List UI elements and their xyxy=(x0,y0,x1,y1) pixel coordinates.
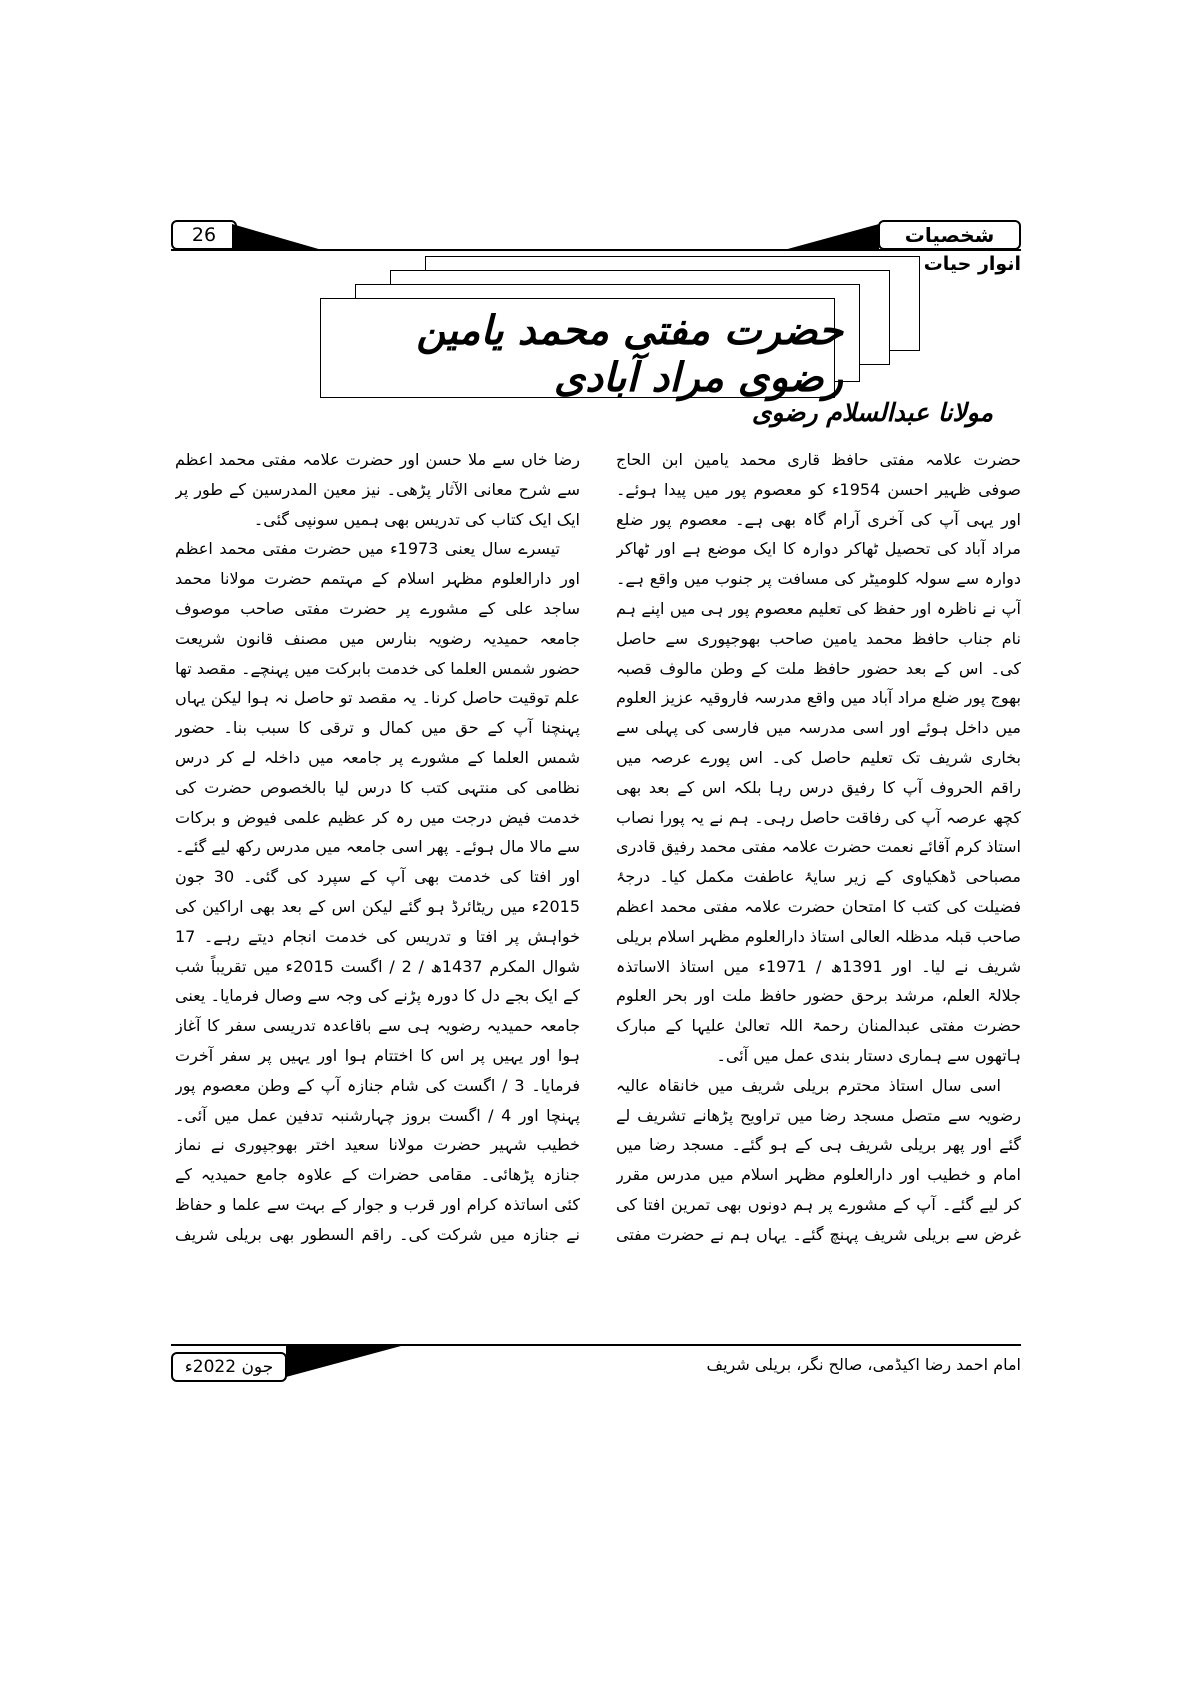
body-column-left xyxy=(175,445,580,1250)
paragraph: اسی سال استاذ محترم بریلی شریف میں خانقاہ عالیہ رضویہ سے متصل مسجد رضا میں تراویح پڑھانے تشریف لے گئے اور پھر بریلی شریف ہی کے ہو گئے۔ مسجد رضا میں امام و خطیب اور دارالعلوم مظہر اسلام میں مدرس مقرر کر لیے گئے۔ آپ کے مشورے پر ہم دونوں بھی تمرین افتا کی غرض سے بریلی شریف پہنچ گئے۔ یہاں ہم نے حضرت مفتی xyxy=(616,1075,1021,1244)
issue-date: جون 2022ء xyxy=(171,1352,287,1382)
paragraph: تیسرے سال یعنی 1973ء میں حضرت مفتی محمد اعظم اور دارالعلوم مظہر اسلام کے مہتمم حضرت مولانا محمد ساجد علی کے مشورے پر حضرت مفتی صاحب موصوف جامعہ حمیدیہ رضویہ بنارس میں مصنف قانون شریعت حضور شمس العلما کی خدمت بابرکت میں پہنچے۔ مقصد تھا علم توقیت حاصل کرنا۔ یہ مقصد تو حاصل نہ ہوا لیکن یہاں پہنچنا آپ کے حق میں کمال و ترقی کا سبب بنا۔ حضور شمس العلما کے مشورے پر جامعہ میں داخلہ لے کر درس نظامی کی منتہی کتب کا درس لیا بالخصوص حضرت کی خدمت فیض درجت میں رہ کر عظیم علمی فیوض و برکات سے مالا مال ہوئے۔ پھر اسی جامعہ میں مدرس رکھ لیے گئے۔ اور افتا کی خدمت بھی آپ کے سپرد کی گئی۔ 30 جون 2015ء میں ریٹائرڈ ہو گئے لیکن اس کے بعد بھی اراکین کی خواہش پر افتا و تدریس کی خدمت انجام دیتے رہے۔ 17 شوال المکرم 1437ھ / 2 / اگست 2015ء میں تقریباً شب کے ایک بجے دل کا دورہ پڑنے کی وجہ سے وصال فرمایا۔ یعنی جامعہ حمیدیہ رضویہ ہی سے باقاعدہ تدریسی سفر کا آغاز ہوا اور یہیں پر اس کا اختتام ہوا اور یہیں پر سفر آخرت فرمایا۔ 3 / اگست کی شام جنازہ آپ کے وطن معصوم پور پہنچا اور 4 / اگست بروز چہارشنبہ تدفین عمل میں آئی۔ خطیب شہیر حضرت مولانا سعید اختر بھوجپوری نے نماز جنازہ پڑھائی۔ مقامی حضرات کے علاوہ جامع حمیدیہ کے کئی اساتذہ کرام اور قرب و جوار کے بہت سے علما و حفاظ نے جنازہ میں شرکت کی۔ راقم السطور بھی بریلی شریف xyxy=(175,539,580,1244)
publisher-label: امام احمد رضا اکیڈمی، صالح نگر، بریلی شریف xyxy=(706,1355,1021,1374)
sub-section-label: انوار حیات xyxy=(923,253,1021,275)
footer-wedge-icon xyxy=(286,1346,401,1378)
paragraph: رضا خاں سے ملا حسن اور حضرت علامہ مفتی محمد اعظم سے شرح معانی الآثار پڑھی۔ نیز معین المدرسین کے طور پر ایک ایک کتاب کی تدریس بھی ہمیں سونپی گئی۔ xyxy=(175,450,580,529)
article-author: مولانا عبدالسلام رضوی xyxy=(751,398,993,427)
header-left-wedge-icon xyxy=(232,224,322,251)
page-number: 26 xyxy=(171,220,237,250)
body-column-right xyxy=(616,445,1021,1250)
paragraph: حضرت علامہ مفتی حافظ قاری محمد یامین ابن الحاج صوفی ظہیر احسن 1954ء کو معصوم پور میں پیدا ہوئے۔ اور یہی آپ کی آخری آرام گاہ بھی ہے۔ معصوم پور ضلع مراد آباد کی تحصیل ٹھاکر دوارہ کا ایک موضع ہے اور ٹھاکر دوارہ سے سولہ کلومیٹر کی مسافت پر جنوب میں واقع ہے۔ آپ نے ناظرہ اور حفظ کی تعلیم معصوم پور ہی میں اپنے ہم نام جناب حافظ محمد یامین صاحب بھوجپوری سے حاصل کی۔ اس کے بعد حضور حافظ ملت کے وطن مالوف قصبہ بھوج پور ضلع مراد آباد میں واقع مدرسہ فاروقیہ عزیز العلوم میں داخل ہوئے اور اسی مدرسہ میں فارسی کی پہلی سے بخاری شریف تک تعلیم حاصل کی۔ اس پورے عرصہ میں راقم الحروف آپ کا رفیق درس رہا بلکہ اس کے بعد بھی کچھ عرصہ آپ کی رفاقت حاصل رہی۔ ہم نے یہ پورا نصاب استاذ کرم آقائے نعمت حضرت علامہ مفتی محمد رفیق قادری مصباحی ڈھکیاوی کے زیر سایۂ عاطفت مکمل کیا۔ درجۂ فضیلت کی کتب کا امتحان حضرت علامہ مفتی محمد اعظم صاحب قبلہ مدظلہ العالی استاذ دارالعلوم مظہر اسلام بریلی شریف نے لیا۔ اور 1391ھ / 1971ء میں استاذ الاساتذہ جلالۃ العلم، مرشد برحق حضور حافظ ملت اور بحر العلوم حضرت مفتی عبدالمنان رحمۃ اللہ تعالیٰ علیہا کے مبارک ہاتھوں سے ہماری دستار بندی عمل میں آئی۔ xyxy=(616,450,1021,1065)
section-label: شخصیات xyxy=(878,220,1021,250)
header-right-wedge-icon xyxy=(784,224,879,251)
article-title: حضرت مفتی محمد یامین رضوی مراد آبادی xyxy=(416,307,843,401)
